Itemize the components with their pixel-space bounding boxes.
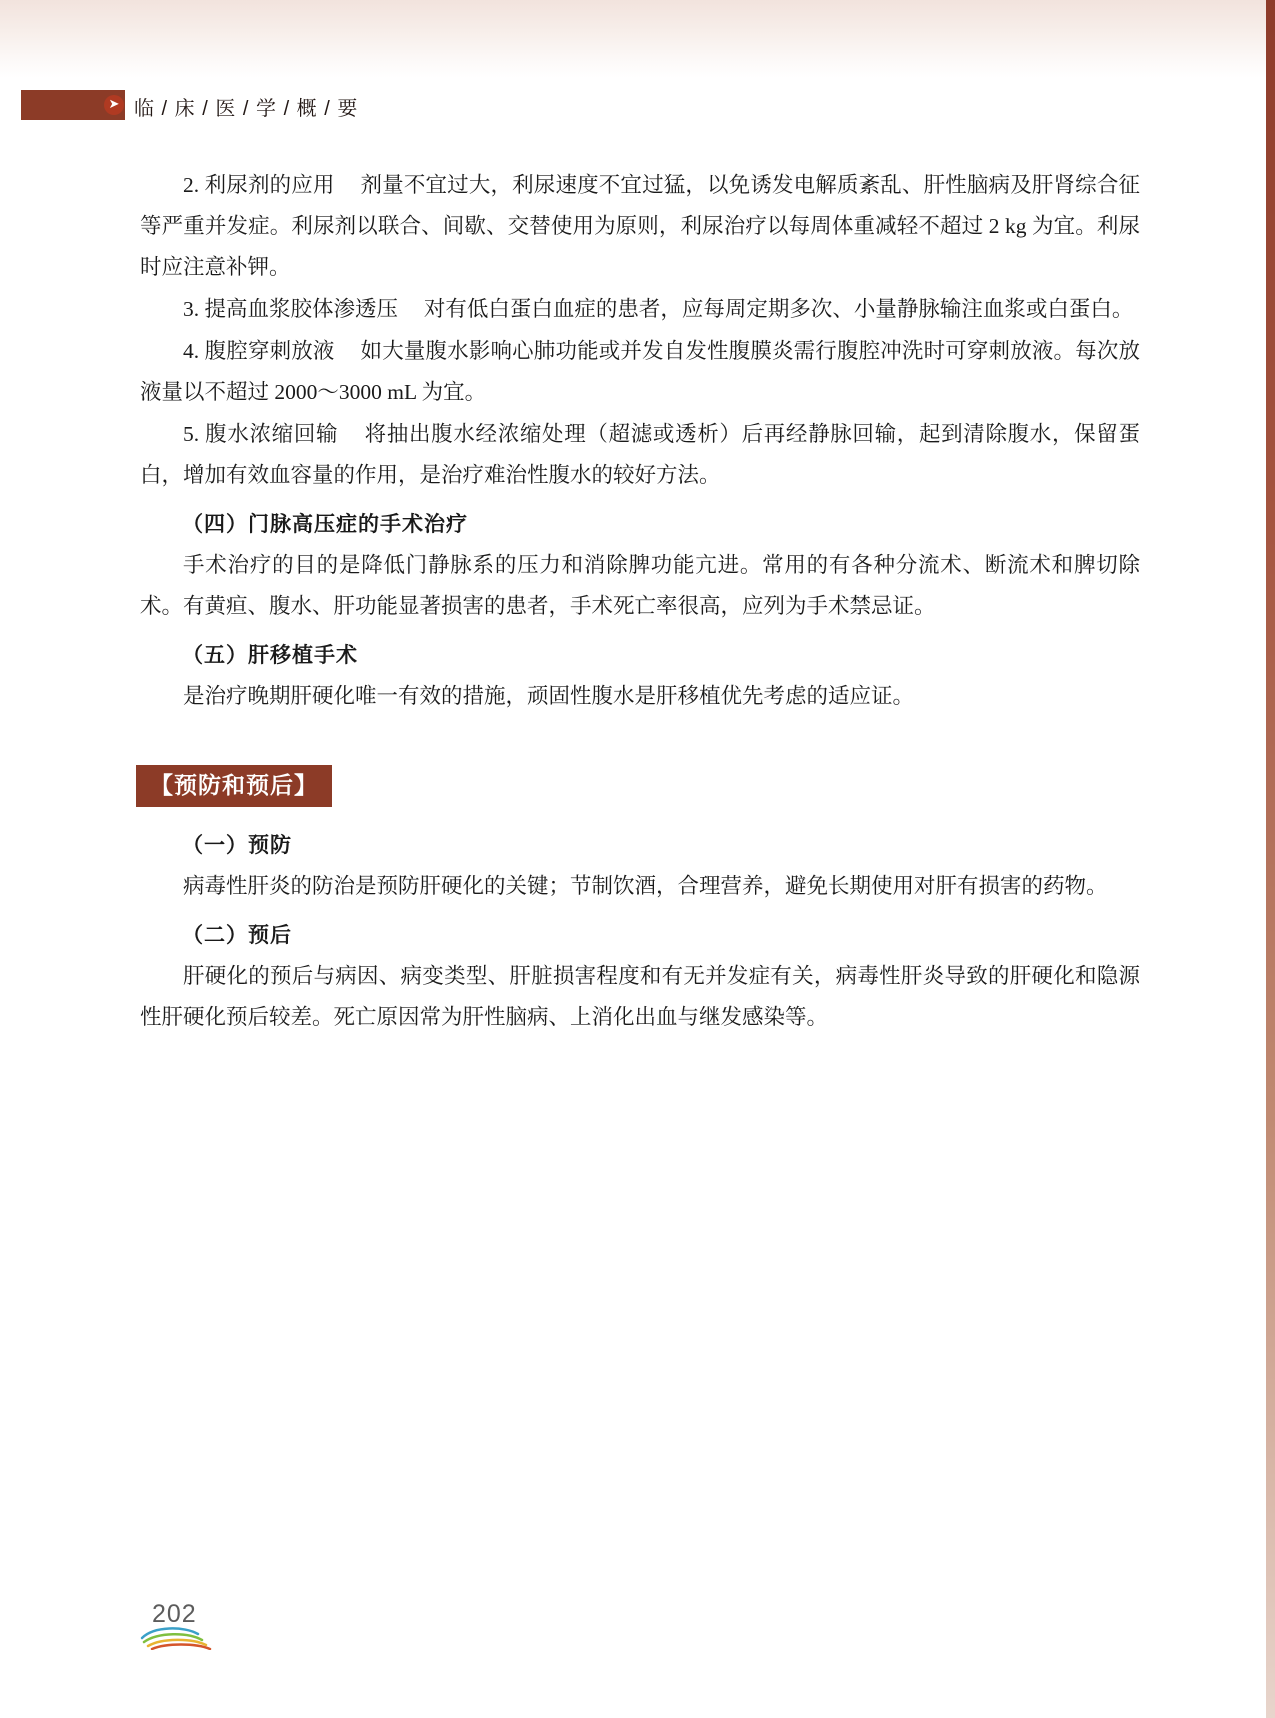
paragraph-item-3-lead: 3. 提高血浆胶体渗透压 xyxy=(183,297,399,321)
arrow-right-circle-icon: ➤ xyxy=(104,95,124,115)
paragraph-four-body: 手术治疗的目的是降低门静脉系的压力和消除脾功能亢进。常用的有各种分流术、断流术和脾切除术。有黄疸、腹水、肝功能显著损害的患者，手术死亡率很高，应列为手术禁忌证。 xyxy=(140,553,1140,618)
subheading-two-prognosis: （二）预后 xyxy=(182,922,292,947)
paragraph-item-3-text: 对有低白蛋白血症的患者，应每周定期多次、小量静脉输注血浆或白蛋白。 xyxy=(423,297,1134,321)
page-content xyxy=(140,165,1140,1039)
folio-swoosh-icon xyxy=(140,1624,236,1650)
page-number: 202 xyxy=(152,1600,197,1628)
paragraph-item-3 xyxy=(140,289,1140,330)
paragraph-item-2-text: 剂量不宜过大，利尿速度不宜过猛，以免诱发电解质紊乱、肝性脑病及肝肾综合征等严重并发症。利尿剂以联合、间歇、交替使用为原则，利尿治疗以每周体重减轻不超过 2 kg 为宜。利尿时应注意补钾。 xyxy=(140,173,1140,279)
paragraph-prognosis-body: 肝硬化的预后与病因、病变类型、肝脏损害程度和有无并发症有关，病毒性肝炎导致的肝硬化和隐源性肝硬化预后较差。死亡原因常为肝性脑病、上消化出血与继发感染等。 xyxy=(140,964,1140,1029)
paragraph-item-4 xyxy=(140,331,1140,413)
page-right-edge-bar xyxy=(1266,0,1275,1718)
paragraph-item-4-lead: 4. 腹腔穿刺放液 xyxy=(183,339,335,363)
section-banner-prevention-prognosis: 【预防和预后】 xyxy=(136,765,332,807)
paragraph-item-5-text: 将抽出腹水经浓缩处理（超滤或透析）后再经静脉回输，起到清除腹水，保留蛋白，增加有效血容量的作用，是治疗难治性腹水的较好方法。 xyxy=(140,422,1140,487)
paragraph-item-5 xyxy=(140,414,1140,496)
section-banner-wrapper xyxy=(140,739,1140,817)
subheading-four: （四）门脉高压症的手术治疗 xyxy=(182,511,468,536)
running-head-title: 临 / 床 / 医 / 学 / 概 / 要 xyxy=(134,98,359,120)
page-top-gradient-band xyxy=(0,0,1275,78)
paragraph-prevention-body: 病毒性肝炎的防治是预防肝硬化的关键；节制饮酒，合理营养，避免长期使用对肝有损害的药物。 xyxy=(183,874,1108,898)
page-folio xyxy=(140,1600,260,1660)
paragraph-item-4-text: 如大量腹水影响心肺功能或并发自发性腹膜炎需行腹腔冲洗时可穿刺放液。每次放液量以不超过 2000～3000 mL 为宜。 xyxy=(140,339,1140,404)
running-head xyxy=(0,90,1275,124)
subheading-one-prevention: （一）预防 xyxy=(182,832,292,857)
paragraph-item-2-lead: 2. 利尿剂的应用 xyxy=(183,173,335,197)
subheading-five: （五）肝移植手术 xyxy=(182,642,358,667)
paragraph-five-body: 是治疗晚期肝硬化唯一有效的措施，顽固性腹水是肝移植优先考虑的适应证。 xyxy=(183,684,915,708)
paragraph-item-2 xyxy=(140,165,1140,288)
paragraph-item-5-lead: 5. 腹水浓缩回输 xyxy=(183,422,339,446)
